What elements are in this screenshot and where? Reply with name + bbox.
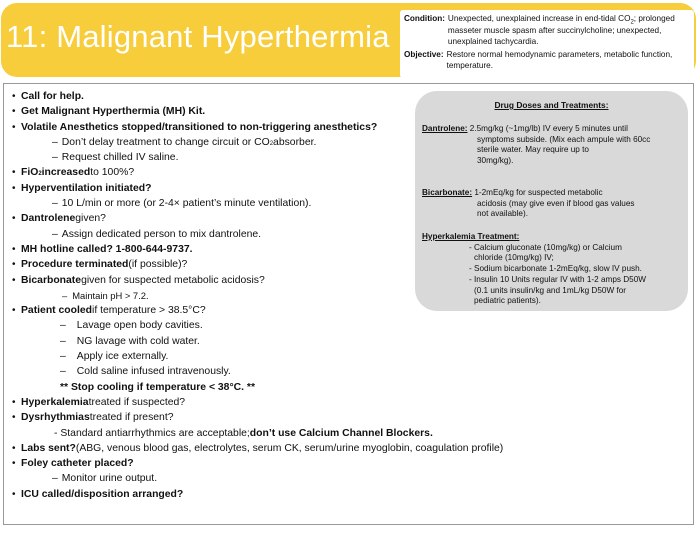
condition-text	[448, 13, 690, 48]
item-text: Hyperventilation initiated?	[21, 182, 152, 194]
bullet: •	[12, 91, 16, 102]
dose-text: 1-2mEq/kg for suspected metabolic	[472, 188, 603, 197]
item-text: FiO	[21, 167, 39, 179]
item-text: Dysrhythmias	[21, 412, 90, 424]
subitem-text: Lavage open body cavities.	[76, 320, 203, 332]
checklist-item	[12, 303, 472, 318]
bullet: •	[12, 121, 16, 133]
checklist-subitem	[12, 227, 472, 242]
checklist-item	[12, 181, 472, 196]
checklist-item	[12, 456, 472, 471]
item-text: if temperature > 38.5°C?	[92, 305, 206, 317]
dash: –	[60, 320, 66, 332]
dash: –	[52, 136, 58, 148]
item-text: Volatile Anesthetics stopped/transitioned to non-triggering anesthetics?	[21, 121, 378, 133]
item-text: given for suspected metabolic acidosis?	[81, 274, 265, 286]
checklist-item	[12, 487, 472, 502]
dash: –	[52, 152, 58, 164]
dash: –	[52, 473, 58, 485]
dose-label: Bicarbonate:	[422, 188, 473, 197]
subitem-text: Cold saline infused intravenously.	[76, 366, 231, 378]
condition-label: Condition:	[404, 14, 445, 23]
condition-text-part: ; prolonged masseter muscle spasm after succinylcholine; unexpected, unexplained tachycardia.	[447, 14, 675, 47]
subitem-text: Apply ice externally.	[76, 351, 169, 363]
item-text: Dantrolene	[21, 213, 76, 225]
dash: –	[60, 351, 66, 363]
bicarbonate-dose	[422, 188, 682, 220]
checklist-subitem	[12, 150, 472, 165]
item-text: (if possible)?	[128, 259, 188, 271]
checklist-subitem	[12, 334, 472, 349]
header-banner	[1, 3, 696, 77]
dose-text: not available).	[477, 209, 528, 219]
subitem-text: don’t use Calcium Channel Blockers.	[249, 427, 433, 439]
item-text: ICU called/disposition arranged?	[21, 488, 184, 500]
treatment-line: - Insulin 10 Units regular IV with 1-2 amps D50W	[469, 274, 647, 284]
subitem-text: Don’t delay treatment to change circuit or CO	[61, 136, 270, 148]
bullet: •	[12, 488, 16, 500]
treatment-line: pediatric patients).	[474, 296, 541, 306]
dose-line	[422, 124, 682, 135]
bullet: •	[12, 243, 16, 255]
bullet: •	[12, 213, 16, 225]
item-text: Procedure terminated	[21, 259, 129, 271]
checklist-item	[12, 104, 472, 119]
checklist-item	[12, 410, 472, 425]
page-title: 11: Malignant Hyperthermia	[6, 19, 390, 54]
bullet: •	[12, 396, 16, 408]
bullet: •	[12, 442, 16, 454]
objective-row	[404, 49, 690, 72]
dash: –	[60, 335, 66, 347]
subitem-text: Request chilled IV saline.	[61, 152, 179, 164]
checklist-subitem	[12, 364, 472, 379]
checklist-item	[12, 211, 472, 226]
drug-panel-title: Drug Doses and Treatments:	[494, 100, 609, 110]
treatment-line: (0.1 units insulin/kg and 1mL/kg D50W for	[474, 285, 626, 295]
checklist-subitem: – Don’t delay treatment to change circuit or CO 2 absorber.	[12, 135, 472, 150]
condition-text-part: Unexpected, unexplained increase in end-tidal CO	[447, 14, 631, 23]
checklist-item	[12, 273, 472, 288]
checklist-item	[12, 120, 472, 135]
bullet: •	[12, 305, 16, 317]
subitem-text: Assign dedicated person to mix dantrolene.	[61, 228, 262, 240]
bullet: •	[12, 458, 16, 470]
subitem-text: 10 L/min or more (or 2-4× patient’s minute ventilation).	[61, 198, 312, 210]
checklist-subitem	[12, 349, 472, 364]
item-text: given?	[75, 213, 106, 225]
checklist-item	[12, 242, 472, 257]
bullet: •	[12, 259, 16, 271]
item-text: treated if present?	[89, 412, 174, 424]
item-text: Labs sent?	[21, 442, 76, 454]
subitem-text: Maintain pH > 7.2.	[72, 289, 149, 301]
checklist-subitem	[12, 471, 472, 486]
dash: –	[62, 289, 68, 301]
treatment-line: chloride (10mg/kg) IV;	[474, 253, 554, 263]
item-text: treated if suspected?	[88, 396, 186, 408]
dash: –	[52, 198, 58, 210]
checklist-item	[12, 395, 472, 410]
dose-line	[422, 188, 682, 199]
subitem-text: Monitor urine output.	[61, 473, 158, 485]
objective-text: Restore normal hemodynamic parameters, metabolic function, temperature.	[446, 49, 673, 71]
stop-cooling-note: ** Stop cooling if temperature < 38°C. **	[60, 381, 255, 393]
objective-label: Objective:	[404, 49, 444, 59]
dose-text: 2.5mg/kg (~1mg/lb) IV every 5 minutes until	[467, 124, 628, 133]
bullet: •	[12, 106, 16, 118]
item-text: MH hotline called? 1-800-644-9737.	[21, 243, 193, 255]
subitem-text: - Standard antiarrhythmics are acceptable;	[54, 427, 250, 439]
condition-row	[404, 13, 690, 48]
dose-text: acidosis (may give even if blood gas values	[477, 198, 635, 208]
treatment-line: - Calcium gluconate (10mg/kg) or Calcium	[469, 242, 622, 252]
dose-label: Dantrolene:	[422, 124, 468, 133]
checklist-item	[12, 441, 504, 456]
item-text: Patient cooled	[21, 305, 93, 317]
item-text: (ABG, venous blood gas, electrolytes, serum CK, serum/urine myoglobin, coagulation profile)	[75, 442, 504, 454]
item-text: increased	[41, 167, 91, 179]
item-text: Call for help.	[21, 91, 84, 102]
checklist-subitem	[12, 318, 472, 333]
checklist-item	[12, 257, 472, 272]
hyperkalemia-treatment	[422, 232, 682, 307]
subitem-text: NG lavage with cold water.	[76, 335, 200, 347]
main-content	[3, 83, 694, 525]
item-text: Foley catheter placed?	[21, 458, 134, 470]
condition-objective-box	[400, 10, 694, 78]
subitem-text: absorber.	[273, 136, 317, 148]
treatment-line: - Sodium bicarbonate 1-2mEq/kg, slow IV push.	[469, 264, 642, 274]
bullet: •	[12, 167, 16, 179]
drug-doses-panel	[415, 91, 688, 311]
subscript: 2	[630, 19, 634, 26]
dose-text: symptoms subside. (Mix each ampule with 60cc	[477, 134, 651, 144]
bullet: •	[12, 274, 16, 286]
dose-text: 30mg/kg).	[477, 156, 514, 166]
item-text: Get Malignant Hyperthermia (MH) Kit.	[21, 106, 206, 118]
checklist-subitem	[12, 288, 472, 303]
bullet: •	[12, 412, 16, 424]
checklist-item	[12, 89, 472, 104]
checklist-subitem	[12, 196, 472, 211]
checklist-item: • FiO 2 increased to 100%?	[12, 165, 472, 180]
dash: –	[52, 228, 58, 240]
checklist-subitem	[12, 426, 472, 441]
item-text: Bicarbonate	[21, 274, 82, 286]
item-text: Hyperkalemia	[21, 396, 89, 408]
dantrolene-dose	[422, 124, 682, 167]
item-text: to 100%?	[90, 167, 135, 179]
dose-text: sterile water. May require up to	[477, 145, 589, 155]
bullet: •	[12, 182, 16, 194]
hyperkalemia-title: Hyperkalemia Treatment:	[422, 232, 520, 241]
dash: –	[60, 366, 66, 378]
